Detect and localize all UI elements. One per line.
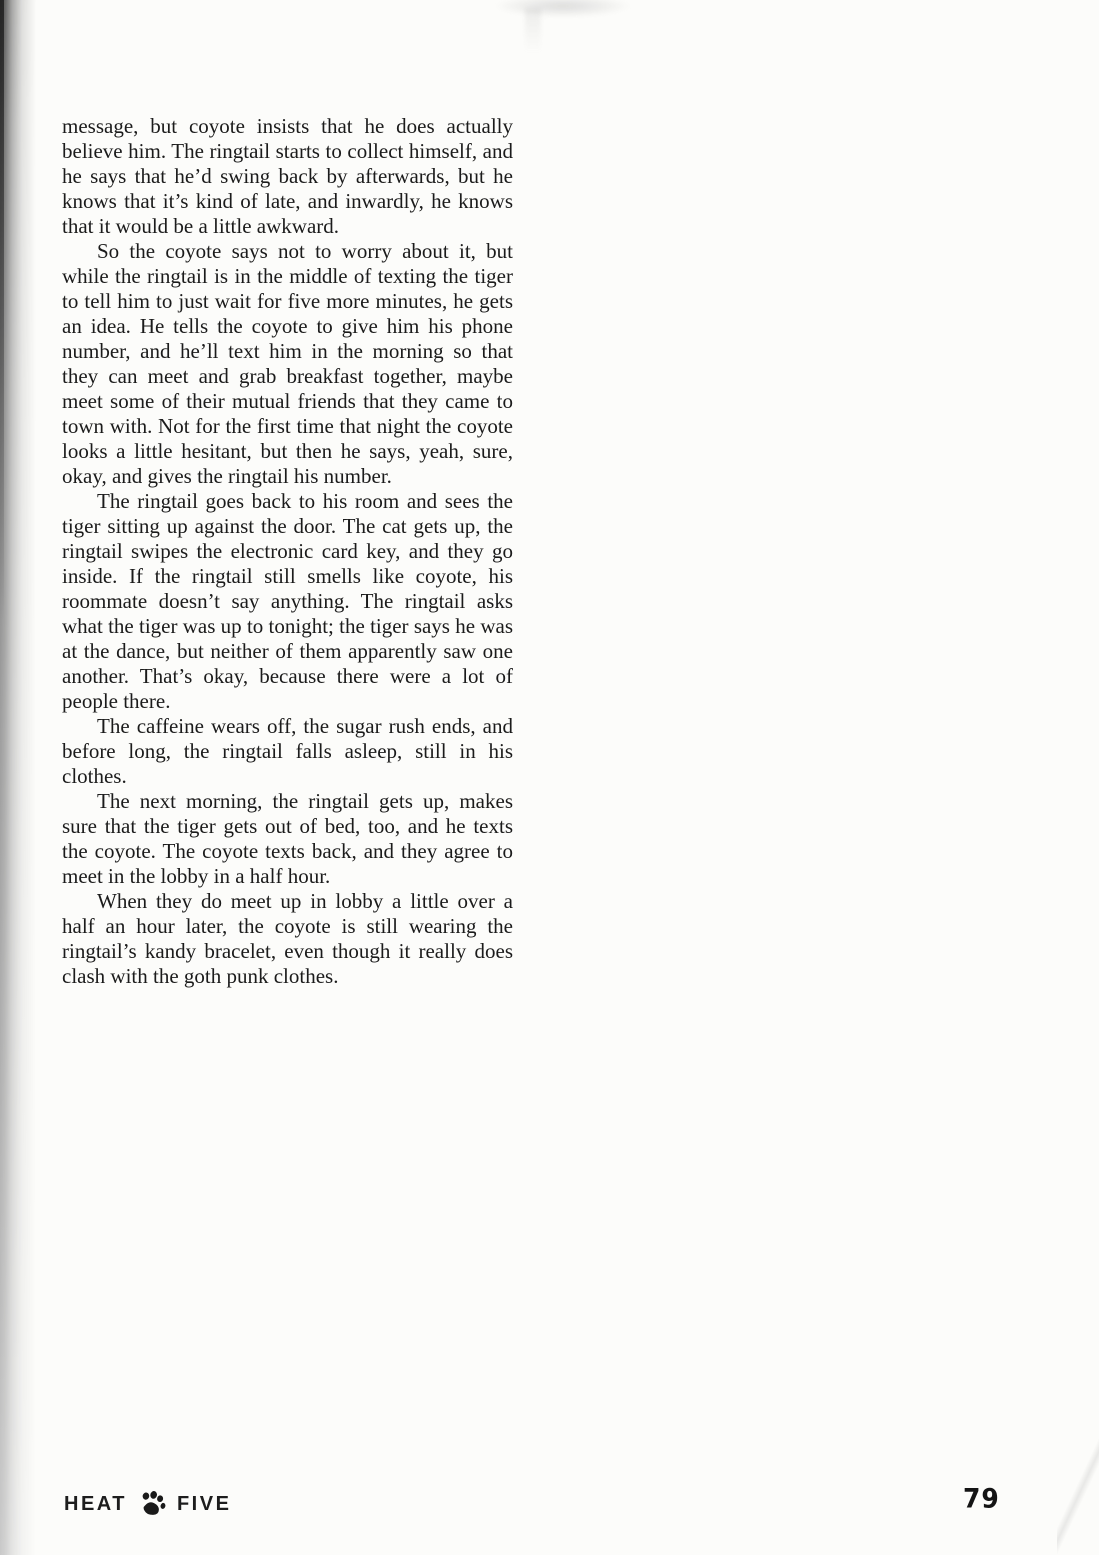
binding-shadow [0,0,36,1555]
running-footer [64,1489,231,1519]
footer-series-title-right: FIVE [176,1492,232,1515]
paw-print-icon [134,1484,170,1520]
scan-smudge [478,0,648,20]
paragraph: message, but coyote insists that he does actually believe him. The ringtail starts to collect himself, and he says that he’d swing back by afterwards, but he knows that it’s kind of late, and inwardly, he knows that it would be a little awkward. [62,114,513,238]
story-text-column [62,114,513,989]
paragraph: The ringtail goes back to his room and sees the tiger sitting up against the door. The cat gets up, the ringtail swipes the electronic card key, and they go inside. If the ringtail still smells like coyote, his roommate doesn’t say anything. The ringtail asks what the tiger was up to tonight; the tiger says he was at the dance, but neither of them apparently saw one another. That’s okay, because there were a lot of people there. [62,489,513,713]
footer-series-title-left: HEAT [64,1492,127,1515]
paragraph: So the coyote says not to worry about it, but while the ringtail is in the middle of texting the tiger to tell him to just wait for five more minutes, he gets an idea. He tells the coyote to give him his phone number, and he’ll text him in the morning so that they can meet and grab breakfast together, maybe meet some of their mutual friends that they came to town with. Not for the first time that night the coyote looks a little hesitant, but then he says, yeah, sure, okay, and gives the ringtail his number. [62,239,513,488]
scan-streak [1057,1425,1099,1555]
paragraph: When they do meet up in lobby a little over a half an hour later, the coyote is still wearing the ringtail’s kandy bracelet, even though it really does clash with the goth punk clothes. [62,889,513,988]
binding-edge-line [0,0,4,620]
paragraph: The caffeine wears off, the sugar rush ends, and before long, the ringtail falls asleep, still in his clothes. [62,714,513,788]
paragraph: The next morning, the ringtail gets up, makes sure that the tiger gets out of bed, too, and he texts the coyote. The coyote texts back, and they agree to meet in the lobby in a half hour. [62,789,513,888]
scan-smudge-tail [525,8,541,52]
page-number: 79 [963,1483,1000,1514]
